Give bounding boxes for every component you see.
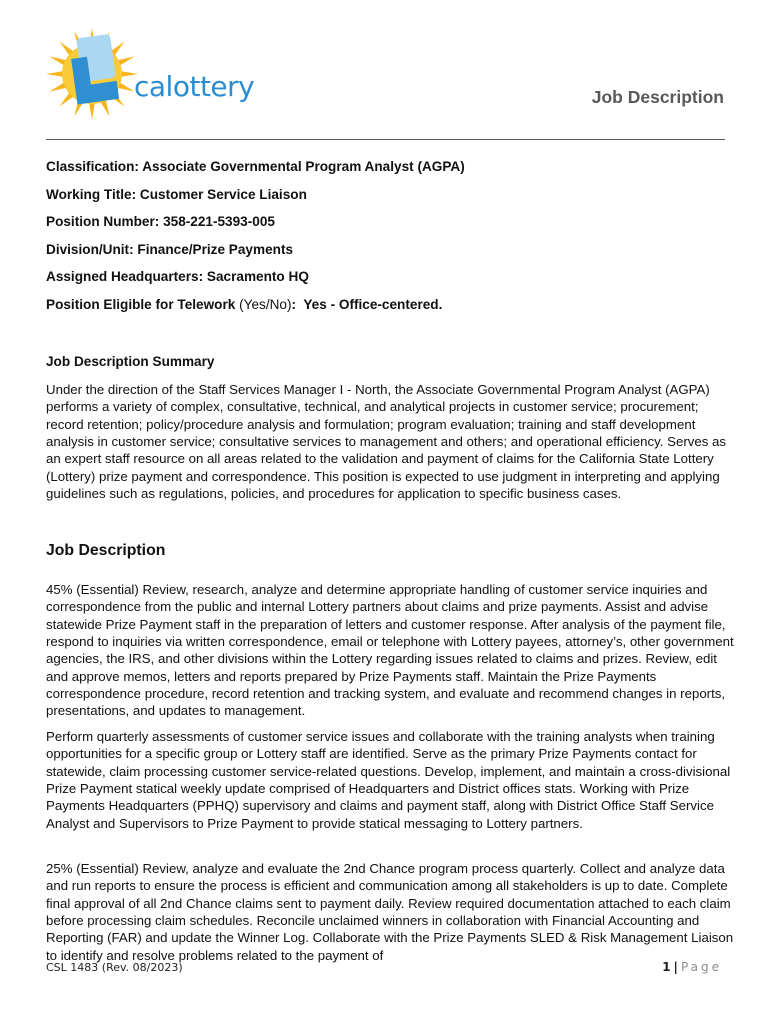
telework-label: Position Eligible for Telework (46, 296, 236, 312)
calottery-logo (46, 22, 256, 122)
page-number: 1 (662, 960, 671, 974)
summary-heading: Job Description Summary (46, 354, 215, 369)
position-fields (46, 158, 736, 324)
telework-value: Yes - Office-centered. (303, 296, 443, 312)
sun-ray (89, 102, 95, 120)
field-telework (46, 296, 736, 324)
summary-paragraph: Under the direction of the Staff Services Manager I - North, the Associate Governmental Program Analyst (AGPA) performs a variety of complex, consultative, technical, and analytical projects in customer service; procurement; record retention; policy/procedure analysis and formulation; program evaluation; training and staff development analysis in customer service; consultative services to management and others; and operational efficiency. Serves as an expert staff resource on all areas related to the validation and payment of claims for the California State Lottery (Lottery) prize payment and correspondence. This position is expected to use judgment in interpreting and applying guidelines such as regulations, policies, and procedures for application to specific business cases. (46, 382, 727, 502)
duty-paragraph: 25% (Essential) Review, analyze and evaluate the 2nd Chance program process quarterly. Collect and analyze data and run reports to ensure the process is efficient and communication among all stakeholders is up to date. Complete final approval of all 2nd Chance claims sent to payment daily. Review required documentation attached to each claim before processing claim schedules. Reconcile unclaimed winners in collaboration with Financial Accounting and Reporting (FAR) and update the Winner Log. Collaborate with the Prize Payments SLED & Risk Management Liaison to identify and resolve problems related to the payment of (46, 861, 734, 963)
header-title: Job Description (591, 87, 724, 107)
telework-colon: : (291, 296, 297, 312)
field-assigned-headquarters (46, 268, 736, 296)
page-separator: | (673, 960, 678, 974)
field-value: Sacramento HQ (206, 269, 309, 285)
footer-form-id: CSL 1483 (Rev. 08/2023) (46, 961, 183, 974)
sun-ray (46, 71, 64, 77)
telework-options: (Yes/No) (239, 296, 292, 312)
field-label: Position Number: (46, 214, 160, 230)
field-value: Customer Service Liaison (139, 186, 307, 202)
job-description-heading: Job Description (46, 542, 166, 559)
footer-page-indicator (662, 960, 722, 974)
field-value: Associate Governmental Program Analyst (AGPA) (142, 159, 465, 174)
field-value: 358-221-5393-005 (163, 214, 275, 230)
logo-wordmark: calottery (134, 70, 255, 103)
field-label: Division/Unit: (46, 241, 134, 257)
field-working-title (46, 186, 736, 214)
field-classification (46, 158, 736, 186)
page-label: Page (680, 960, 722, 974)
field-label: Classification: (46, 159, 139, 174)
duty-paragraph: 45% (Essential) Review, research, analyze and determine appropriate handling of customer service inquiries and correspondence from the public and internal Lottery partners about claims and prize payments. Assist and advise statewide Prize Payment staff in the preparation of letters and customer response. After analysis of the payment file, respond to inquiries via written correspondence, email or telephone with Lottery payees, attorney’s, other government agencies, the IRS, and other divisions within the Lottery regarding issues related to claims and prizes. Review, edit and approve memos, letters and reports prepared by Prize Payments staff. Maintain the Prize Payments correspondence procedure, record retention and tracking system, and evaluate and recommend changes in reports, presentations, and updates to management. (46, 582, 734, 719)
field-division-unit (46, 241, 736, 269)
field-value: Finance/Prize Payments (137, 241, 294, 257)
header-divider (46, 139, 725, 140)
duty-paragraph: Perform quarterly assessments of customer service issues and collaborate with the training analysts when training opportunities for a specific group or Lottery staff are identified. Serve as the primary Prize Payments contact for statewide, claim processing customer service-related questions. Develop, implement, and maintain a cross-divisional Prize Payment statical weekly update comprised of Headquarters and District offices stats. Working with Prize Payments Headquarters (PPHQ) supervisory and claims and payment staff, along with District Office Staff Service Analyst and Supervisors to Prize Payment to provide statical messaging to Lottery partners. (46, 729, 731, 831)
field-position-number (46, 213, 736, 241)
field-label: Assigned Headquarters: (46, 269, 204, 285)
field-label: Working Title: (46, 186, 137, 202)
